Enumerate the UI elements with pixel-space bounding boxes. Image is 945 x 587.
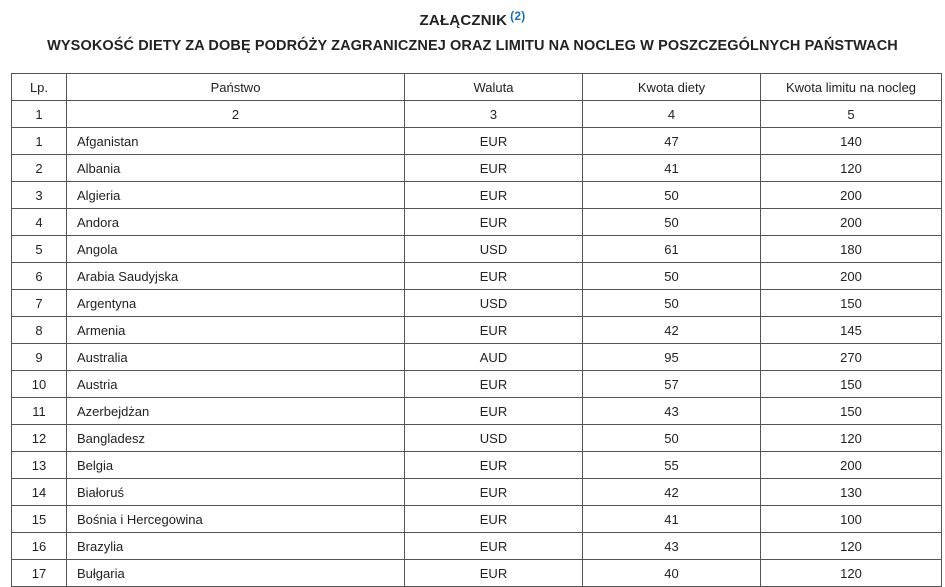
- cell-currency: EUR: [405, 317, 583, 344]
- cell-diet-amount: 50: [583, 209, 761, 236]
- cell-lp: 14: [12, 479, 67, 506]
- cell-currency: EUR: [405, 371, 583, 398]
- column-number: 3: [405, 101, 583, 128]
- table-header-row: [12, 74, 942, 101]
- cell-lodging-limit: 150: [761, 290, 942, 317]
- cell-lodging-limit: 200: [761, 182, 942, 209]
- cell-lp: 13: [12, 452, 67, 479]
- cell-currency: EUR: [405, 560, 583, 587]
- cell-lodging-limit: 130: [761, 479, 942, 506]
- cell-country: Belgia: [67, 452, 405, 479]
- cell-diet-amount: 40: [583, 560, 761, 587]
- cell-diet-amount: 43: [583, 533, 761, 560]
- cell-diet-amount: 50: [583, 290, 761, 317]
- column-number: 5: [761, 101, 942, 128]
- table-row: [12, 128, 942, 155]
- cell-lp: 9: [12, 344, 67, 371]
- cell-lp: 17: [12, 560, 67, 587]
- table-row: [12, 533, 942, 560]
- cell-currency: EUR: [405, 209, 583, 236]
- footnote-ref-link[interactable]: (2): [510, 9, 526, 23]
- column-header-diet-amount: Kwota diety: [583, 74, 761, 101]
- cell-diet-amount: 42: [583, 317, 761, 344]
- allowance-table: [11, 73, 942, 587]
- cell-currency: EUR: [405, 506, 583, 533]
- cell-lodging-limit: 270: [761, 344, 942, 371]
- table-row: [12, 155, 942, 182]
- column-header-lodging-limit: Kwota limitu na nocleg: [761, 74, 942, 101]
- cell-lodging-limit: 120: [761, 425, 942, 452]
- table-row: [12, 344, 942, 371]
- cell-diet-amount: 55: [583, 452, 761, 479]
- cell-lodging-limit: 145: [761, 317, 942, 344]
- cell-diet-amount: 61: [583, 236, 761, 263]
- cell-currency: EUR: [405, 479, 583, 506]
- cell-country: Armenia: [67, 317, 405, 344]
- cell-country: Afganistan: [67, 128, 405, 155]
- cell-lp: 1: [12, 128, 67, 155]
- cell-currency: EUR: [405, 398, 583, 425]
- cell-currency: EUR: [405, 533, 583, 560]
- annex-title-text: ZAŁĄCZNIK: [419, 12, 508, 29]
- table-row: [12, 560, 942, 587]
- cell-lodging-limit: 200: [761, 263, 942, 290]
- cell-lodging-limit: 120: [761, 533, 942, 560]
- table-row: [12, 425, 942, 452]
- cell-lp: 3: [12, 182, 67, 209]
- cell-currency: EUR: [405, 263, 583, 290]
- table-row: [12, 317, 942, 344]
- cell-lodging-limit: 120: [761, 560, 942, 587]
- cell-currency: USD: [405, 290, 583, 317]
- cell-lodging-limit: 100: [761, 506, 942, 533]
- cell-currency: EUR: [405, 155, 583, 182]
- column-number: 2: [67, 101, 405, 128]
- table-row: [12, 479, 942, 506]
- cell-diet-amount: 42: [583, 479, 761, 506]
- cell-currency: USD: [405, 236, 583, 263]
- cell-country: Algieria: [67, 182, 405, 209]
- cell-lp: 12: [12, 425, 67, 452]
- cell-lp: 11: [12, 398, 67, 425]
- cell-country: Bośnia i Hercegowina: [67, 506, 405, 533]
- table-body: [12, 128, 942, 587]
- cell-country: Austria: [67, 371, 405, 398]
- cell-country: Albania: [67, 155, 405, 182]
- table-row: [12, 182, 942, 209]
- cell-country: Azerbejdżan: [67, 398, 405, 425]
- cell-country: Bangladesz: [67, 425, 405, 452]
- cell-lp: 6: [12, 263, 67, 290]
- cell-country: Bułgaria: [67, 560, 405, 587]
- table-row: [12, 398, 942, 425]
- cell-currency: EUR: [405, 128, 583, 155]
- cell-lodging-limit: 150: [761, 371, 942, 398]
- cell-country: Australia: [67, 344, 405, 371]
- cell-lp: 7: [12, 290, 67, 317]
- cell-diet-amount: 50: [583, 425, 761, 452]
- cell-lp: 16: [12, 533, 67, 560]
- cell-lodging-limit: 200: [761, 452, 942, 479]
- table-row: [12, 371, 942, 398]
- cell-country: Angola: [67, 236, 405, 263]
- table-row: [12, 263, 942, 290]
- cell-currency: EUR: [405, 452, 583, 479]
- cell-lp: 5: [12, 236, 67, 263]
- cell-currency: EUR: [405, 182, 583, 209]
- column-header-lp: Lp.: [12, 74, 67, 101]
- cell-country: Andora: [67, 209, 405, 236]
- cell-lp: 4: [12, 209, 67, 236]
- cell-lp: 2: [12, 155, 67, 182]
- cell-lp: 15: [12, 506, 67, 533]
- cell-diet-amount: 57: [583, 371, 761, 398]
- annex-title: [0, 9, 945, 29]
- cell-diet-amount: 95: [583, 344, 761, 371]
- column-number-row: [12, 101, 942, 128]
- cell-currency: AUD: [405, 344, 583, 371]
- cell-country: Białoruś: [67, 479, 405, 506]
- cell-currency: USD: [405, 425, 583, 452]
- column-number: 1: [12, 101, 67, 128]
- cell-diet-amount: 50: [583, 263, 761, 290]
- cell-diet-amount: 47: [583, 128, 761, 155]
- table-row: [12, 290, 942, 317]
- cell-country: Argentyna: [67, 290, 405, 317]
- table-row: [12, 236, 942, 263]
- cell-country: Arabia Saudyjska: [67, 263, 405, 290]
- cell-diet-amount: 43: [583, 398, 761, 425]
- column-header-currency: Waluta: [405, 74, 583, 101]
- column-number: 4: [583, 101, 761, 128]
- table-row: [12, 506, 942, 533]
- cell-lp: 8: [12, 317, 67, 344]
- cell-diet-amount: 41: [583, 155, 761, 182]
- column-header-country: Państwo: [67, 74, 405, 101]
- cell-country: Brazylia: [67, 533, 405, 560]
- cell-diet-amount: 50: [583, 182, 761, 209]
- cell-lodging-limit: 180: [761, 236, 942, 263]
- cell-lodging-limit: 140: [761, 128, 942, 155]
- cell-lp: 10: [12, 371, 67, 398]
- cell-lodging-limit: 200: [761, 209, 942, 236]
- table-row: [12, 209, 942, 236]
- cell-lodging-limit: 120: [761, 155, 942, 182]
- page-subtitle: WYSOKOŚĆ DIETY ZA DOBĘ PODRÓŻY ZAGRANICZNEJ ORAZ LIMITU NA NOCLEG W POSZCZEGÓLNYCH PAŃSTWACH: [47, 38, 898, 54]
- cell-diet-amount: 41: [583, 506, 761, 533]
- table-row: [12, 452, 942, 479]
- cell-lodging-limit: 150: [761, 398, 942, 425]
